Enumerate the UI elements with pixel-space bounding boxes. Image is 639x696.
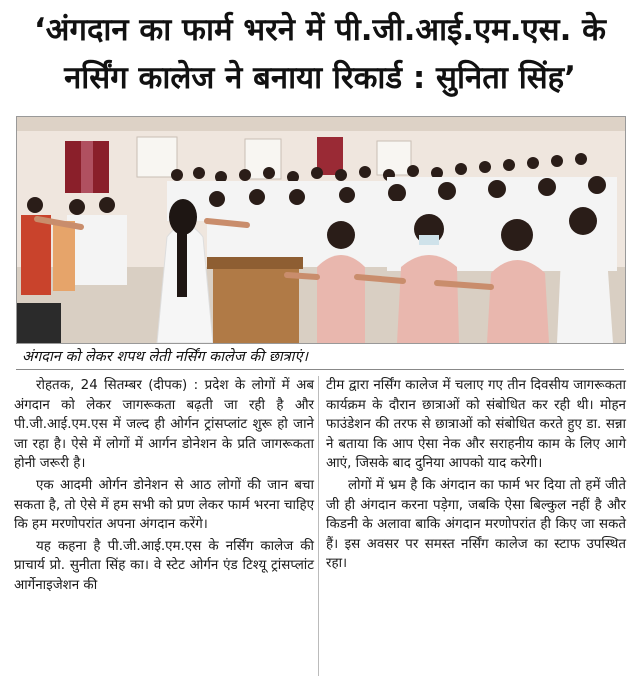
paragraph: यह कहना है पी.जी.आई.एम.एस के नर्सिंग कालेज की प्राचार्य प्रो. सुनीता सिंह का। वे स्टेट ओर्गन एंड टिश्यू ट्रांसप्लांट आर्गेनाइजेशन की	[14, 538, 314, 593]
headline-line-2: नर्सिंग कालेज ने बनाया रिकार्ड : सुनिता सिंह’	[64, 60, 576, 96]
paragraph: टीम द्वारा नर्सिंग कालेज में चलाए गए तीन दिवसीय जागरूकता कार्यक्रम के दौरान छात्राओं को संबोधित कर रही थी। मोहन फाउंडेशन की तरफ से छात्राओं को संबोधित करते हुए डा. सन्ना ने बताया कि आप ऐसा नेक और सराहनीय काम के लिए आगे आएं, जिसके बाद दुनिया आपको याद करेगी।	[326, 378, 626, 472]
photo-caption: अंगदान को लेकर शपथ लेती नर्सिंग कालेज की छात्राएं।	[16, 344, 624, 370]
paragraph: लोगों में भ्रम है कि अंगदान का फार्म भर दिया तो हमें जीते जी ही अंगदान करना पड़ेगा, जबकि ऐसा बिल्कुल नहीं है और किडनी के अलावा बाकि अंगदान मरणोपरांत ही किए जा सकते हैं। इस अवसर पर समस्त नर्सिंग कालेज का स्टाफ उपस्थित रहा।	[326, 477, 626, 572]
headline	[10, 6, 630, 102]
article-column-right	[326, 376, 626, 576]
paragraph: रोहतक, 24 सितम्बर (दीपक) : प्रदेश के लोगों में अब अंगदान को लेकर जागरूकता बढ़ती जा रही है और पी.जी.आई.एम.एस में जल्द ही ओर्गन ट्रांसप्लांट शुरू हो जाने जा रहा है। ऐसे में लोगों में आर्गन डोनेशन के प्रति जागरूकता होनी जरूरी है।	[14, 378, 314, 472]
oath-ceremony-photo	[17, 117, 625, 343]
article-column-left	[14, 376, 314, 598]
news-photo	[16, 116, 626, 344]
headline-line-1: ‘अंगदान का फार्म भरने में पी.जी.आई.एम.एस. के	[34, 12, 606, 48]
column-divider	[318, 376, 319, 676]
paragraph: एक आदमी ओर्गन डोनेशन से आठ लोगों की जान बचा सकता है, तो ऐसे में हम सभी को प्रण लेकर फार्म भरना चाहिए कि हम मरणोपरांत अपना अंगदान करेंगे।	[14, 477, 314, 533]
